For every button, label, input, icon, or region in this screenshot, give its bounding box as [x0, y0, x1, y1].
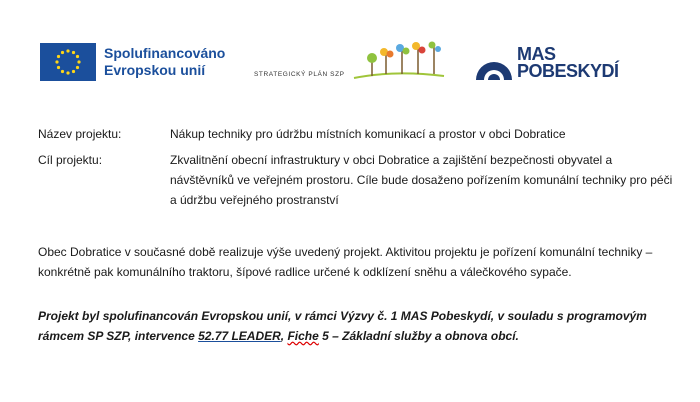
eu-text-line2: Evropskou unií [104, 62, 206, 78]
mas-logo-text [517, 46, 619, 80]
mas-text-line2: POBESKYDÍ [517, 61, 619, 81]
funding-statement [38, 306, 678, 346]
project-goal-row [38, 150, 678, 210]
fiche-word: Fiche [287, 329, 319, 343]
project-description: Obec Dobratice v současné době realizuje výše uvedený projekt. Aktivitou projektu je pořízení komunální techniky – konkrétně pak komunálního traktoru, šípové radlice určené k odklízení sněhu a válečkového sypače. [38, 245, 653, 279]
document-body [38, 124, 678, 346]
eu-text-line1: Spolufinancováno [104, 45, 226, 61]
header-logos [0, 0, 700, 110]
eu-flag-icon [40, 43, 96, 81]
project-name-row [38, 124, 678, 144]
project-goal-value: Zkvalitnění obecní infrastruktury v obci Dobratice a zajištění bezpečnosti obyvatel a návštěvníků ve veřejném prostoru. Cíle bude dosaženo pořízením komunální techniky pro péči a údržbu veřejného prostranství [170, 153, 673, 207]
project-goal-label: Cíl projektu: [38, 153, 103, 167]
funding-text-part2: , [280, 329, 288, 343]
eu-cofinanced-text [104, 45, 225, 79]
project-name-label: Název projektu: [38, 127, 122, 141]
funding-text-part3: 5 – Základní služby a obnova obcí. [318, 329, 519, 343]
intervention-code: 52.77 LEADER [198, 329, 281, 343]
project-name-value: Nákup techniky pro údržbu místních komunikací a prostor v obci Dobratice [170, 127, 566, 141]
mas-text-line1: MAS [517, 44, 556, 64]
szp-logo-text: STRATEGICKÝ PLÁN SZP [254, 71, 345, 78]
funding-text-part1: Projekt byl spolufinancován Evropskou unií, v rámci Výzvy č. 1 MAS Pobeskydí, v souladu s programovým rámcem SP SZP, intervence [38, 309, 647, 343]
